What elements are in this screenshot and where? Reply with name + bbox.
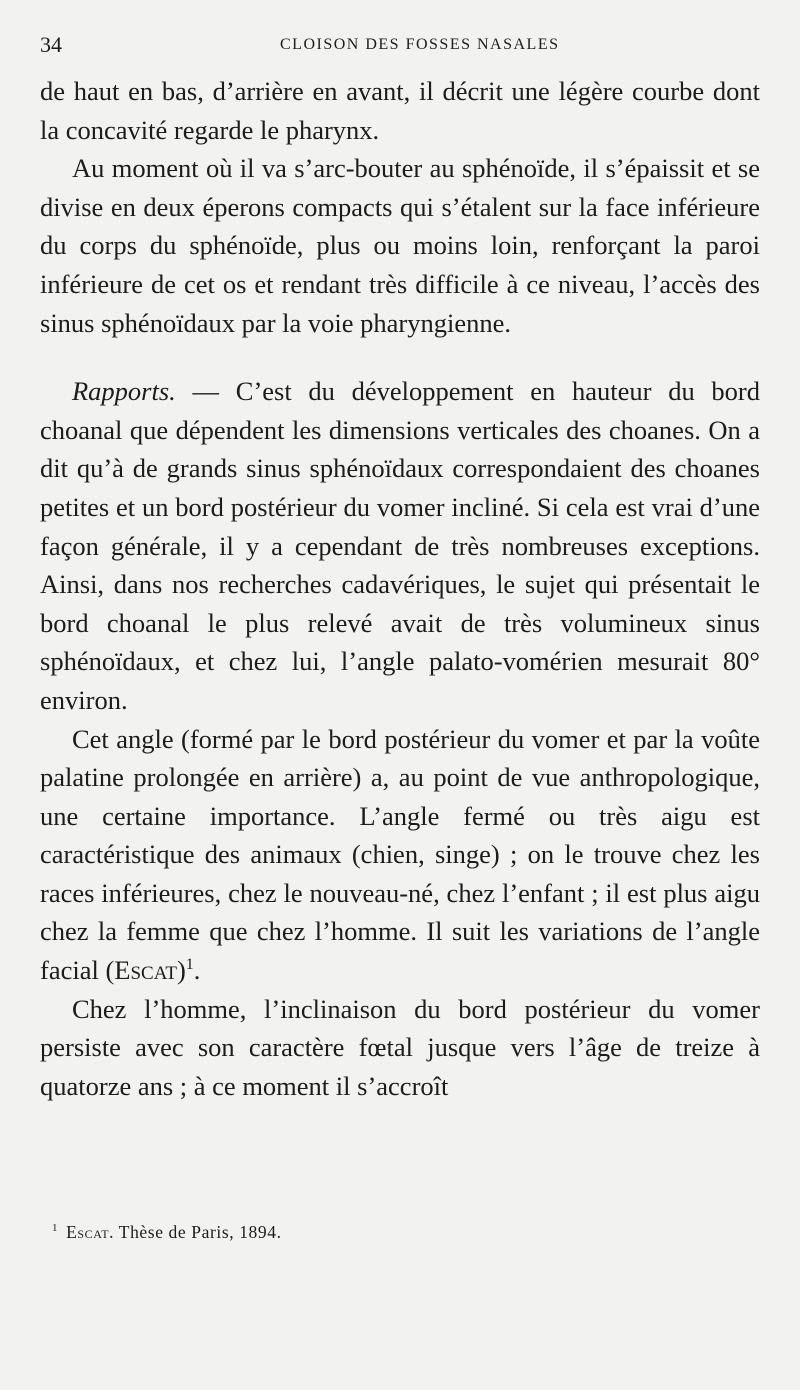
footnote xyxy=(52,1222,752,1243)
paragraph-rapports xyxy=(40,372,760,719)
footnote-text: . Thèse de Paris, 1894. xyxy=(109,1222,282,1242)
rapports-heading: Rapports. xyxy=(72,376,176,407)
running-title: CLOISON DES FOSSES NASALES xyxy=(280,36,560,53)
paragraph-inclination: Chez l’homme, l’inclinaison du bord postérieur du vomer persiste avec son caractère fœtal jusque vers l’âge de treize à quatorze ans ; à ce moment il s’accroît xyxy=(40,993,760,1101)
angle-author: Escat xyxy=(114,955,177,986)
body-text xyxy=(40,72,760,1105)
footnote-mark: 1 xyxy=(52,1222,59,1235)
footnote-reference: 1 xyxy=(185,956,194,974)
page-number: 34 xyxy=(40,32,62,57)
angle-period: . xyxy=(193,955,201,986)
footnote-author: Escat xyxy=(66,1222,110,1242)
paragraph-sphenoid: Au moment où il va s’arc-bouter au sphénoïde, il s’épaissit et se divise en deux éperons compacts qui s’étalent sur la face inférieure du corps du sphénoïde, plus ou moins loin, renforçant la paroi inférieure de cet os et rendant très difficile à ce niveau, l’accès des sinus sphénoïdaux par la voie pharyngienne. xyxy=(40,153,760,338)
angle-text: Cet angle (formé par le bord postérieur du vomer et par la voûte palatine prolongée en arrière) a, au point de vue anthropologique, une certaine importance. L’angle fermé ou très aigu est caractéristique des animaux (chien, singe) ; on le trouve chez les races inférieures, chez le nouveau-né, chez l’enfant ; il est plus aigu chez la femme que chez l’homme. Il suit les variations de l’angle facial ( xyxy=(40,723,760,986)
paragraph-continuation: de haut en bas, d’arrière en avant, il décrit une légère courbe dont la concavité regarde le pharynx. xyxy=(40,76,760,145)
paragraph-angle xyxy=(40,720,760,990)
page-header xyxy=(40,32,760,62)
rapports-text: — C’est du développement en hauteur du bord choanal que dépendent les dimensions verticales des choanes. On a dit qu’à de grands sinus sphénoïdaux correspondaient des choanes petites et un bord postérieur du vomer incliné. Si cela est vrai d’une façon générale, il y a cependant de très nombreuses exceptions. Ainsi, dans nos recherches cadavériques, le sujet qui présentait le bord choanal le plus relevé avait de très volumineux sinus sphénoïdaux, et chez lui, l’angle palato-vomérien mesurait 80° environ. xyxy=(40,376,760,715)
angle-close-paren: ) xyxy=(176,955,186,986)
